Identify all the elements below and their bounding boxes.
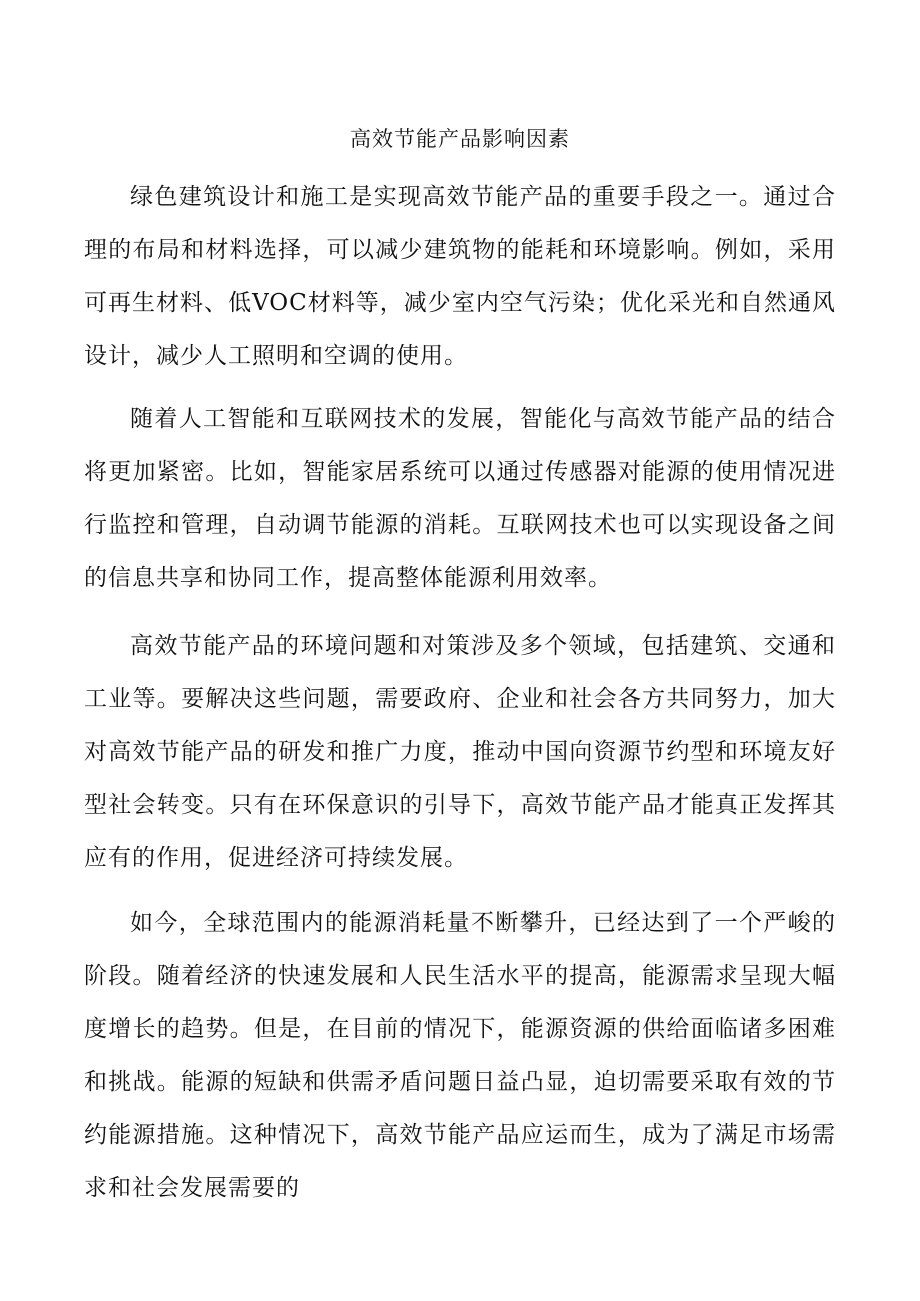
paragraph-energy-demand: 如今，全球范围内的能源消耗量不断攀升，已经达到了一个严峻的阶段。随着经济的快速发展和人民生活水平的提高，能源需求呈现大幅度增长的趋势。但是，在目前的情况下，能源资源的供给面临诸多困难和挑战。能源的短缺和供需矛盾问题日益凸显，迫切需要采取有效的节约能源措施。这种情况下，高效节能产品应运而生，成为了满足市场需求和社会发展需要的 bbox=[84, 910, 836, 1201]
document-title: 高效节能产品影响因素 bbox=[350, 127, 570, 151]
paragraph-green-building: 绿色建筑设计和施工是实现高效节能产品的重要手段之一。通过合理的布局和材料选择，可以减少建筑物的能耗和环境影响。例如，采用可再生材料、低VOC材料等，减少室内空气污染；优化采光和自然通风设计，减少人工照明和空调的使用。 bbox=[84, 184, 836, 369]
paragraph-environment-policy: 高效节能产品的环境问题和对策涉及多个领域，包括建筑、交通和工业等。要解决这些问题，需要政府、企业和社会各方共同努力，加大对高效节能产品的研发和推广力度，推动中国向资源节约型和环境友好型社会转变。只有在环保意识的引导下，高效节能产品才能真正发挥其应有的作用，促进经济可持续发展。 bbox=[84, 633, 836, 871]
paragraph-smart-technology: 随着人工智能和互联网技术的发展，智能化与高效节能产品的结合将更加紧密。比如，智能家居系统可以通过传感器对能源的使用情况进行监控和管理，自动调节能源的消耗。互联网技术也可以实现设备之间的信息共享和协同工作，提高整体能源利用效率。 bbox=[84, 406, 836, 591]
